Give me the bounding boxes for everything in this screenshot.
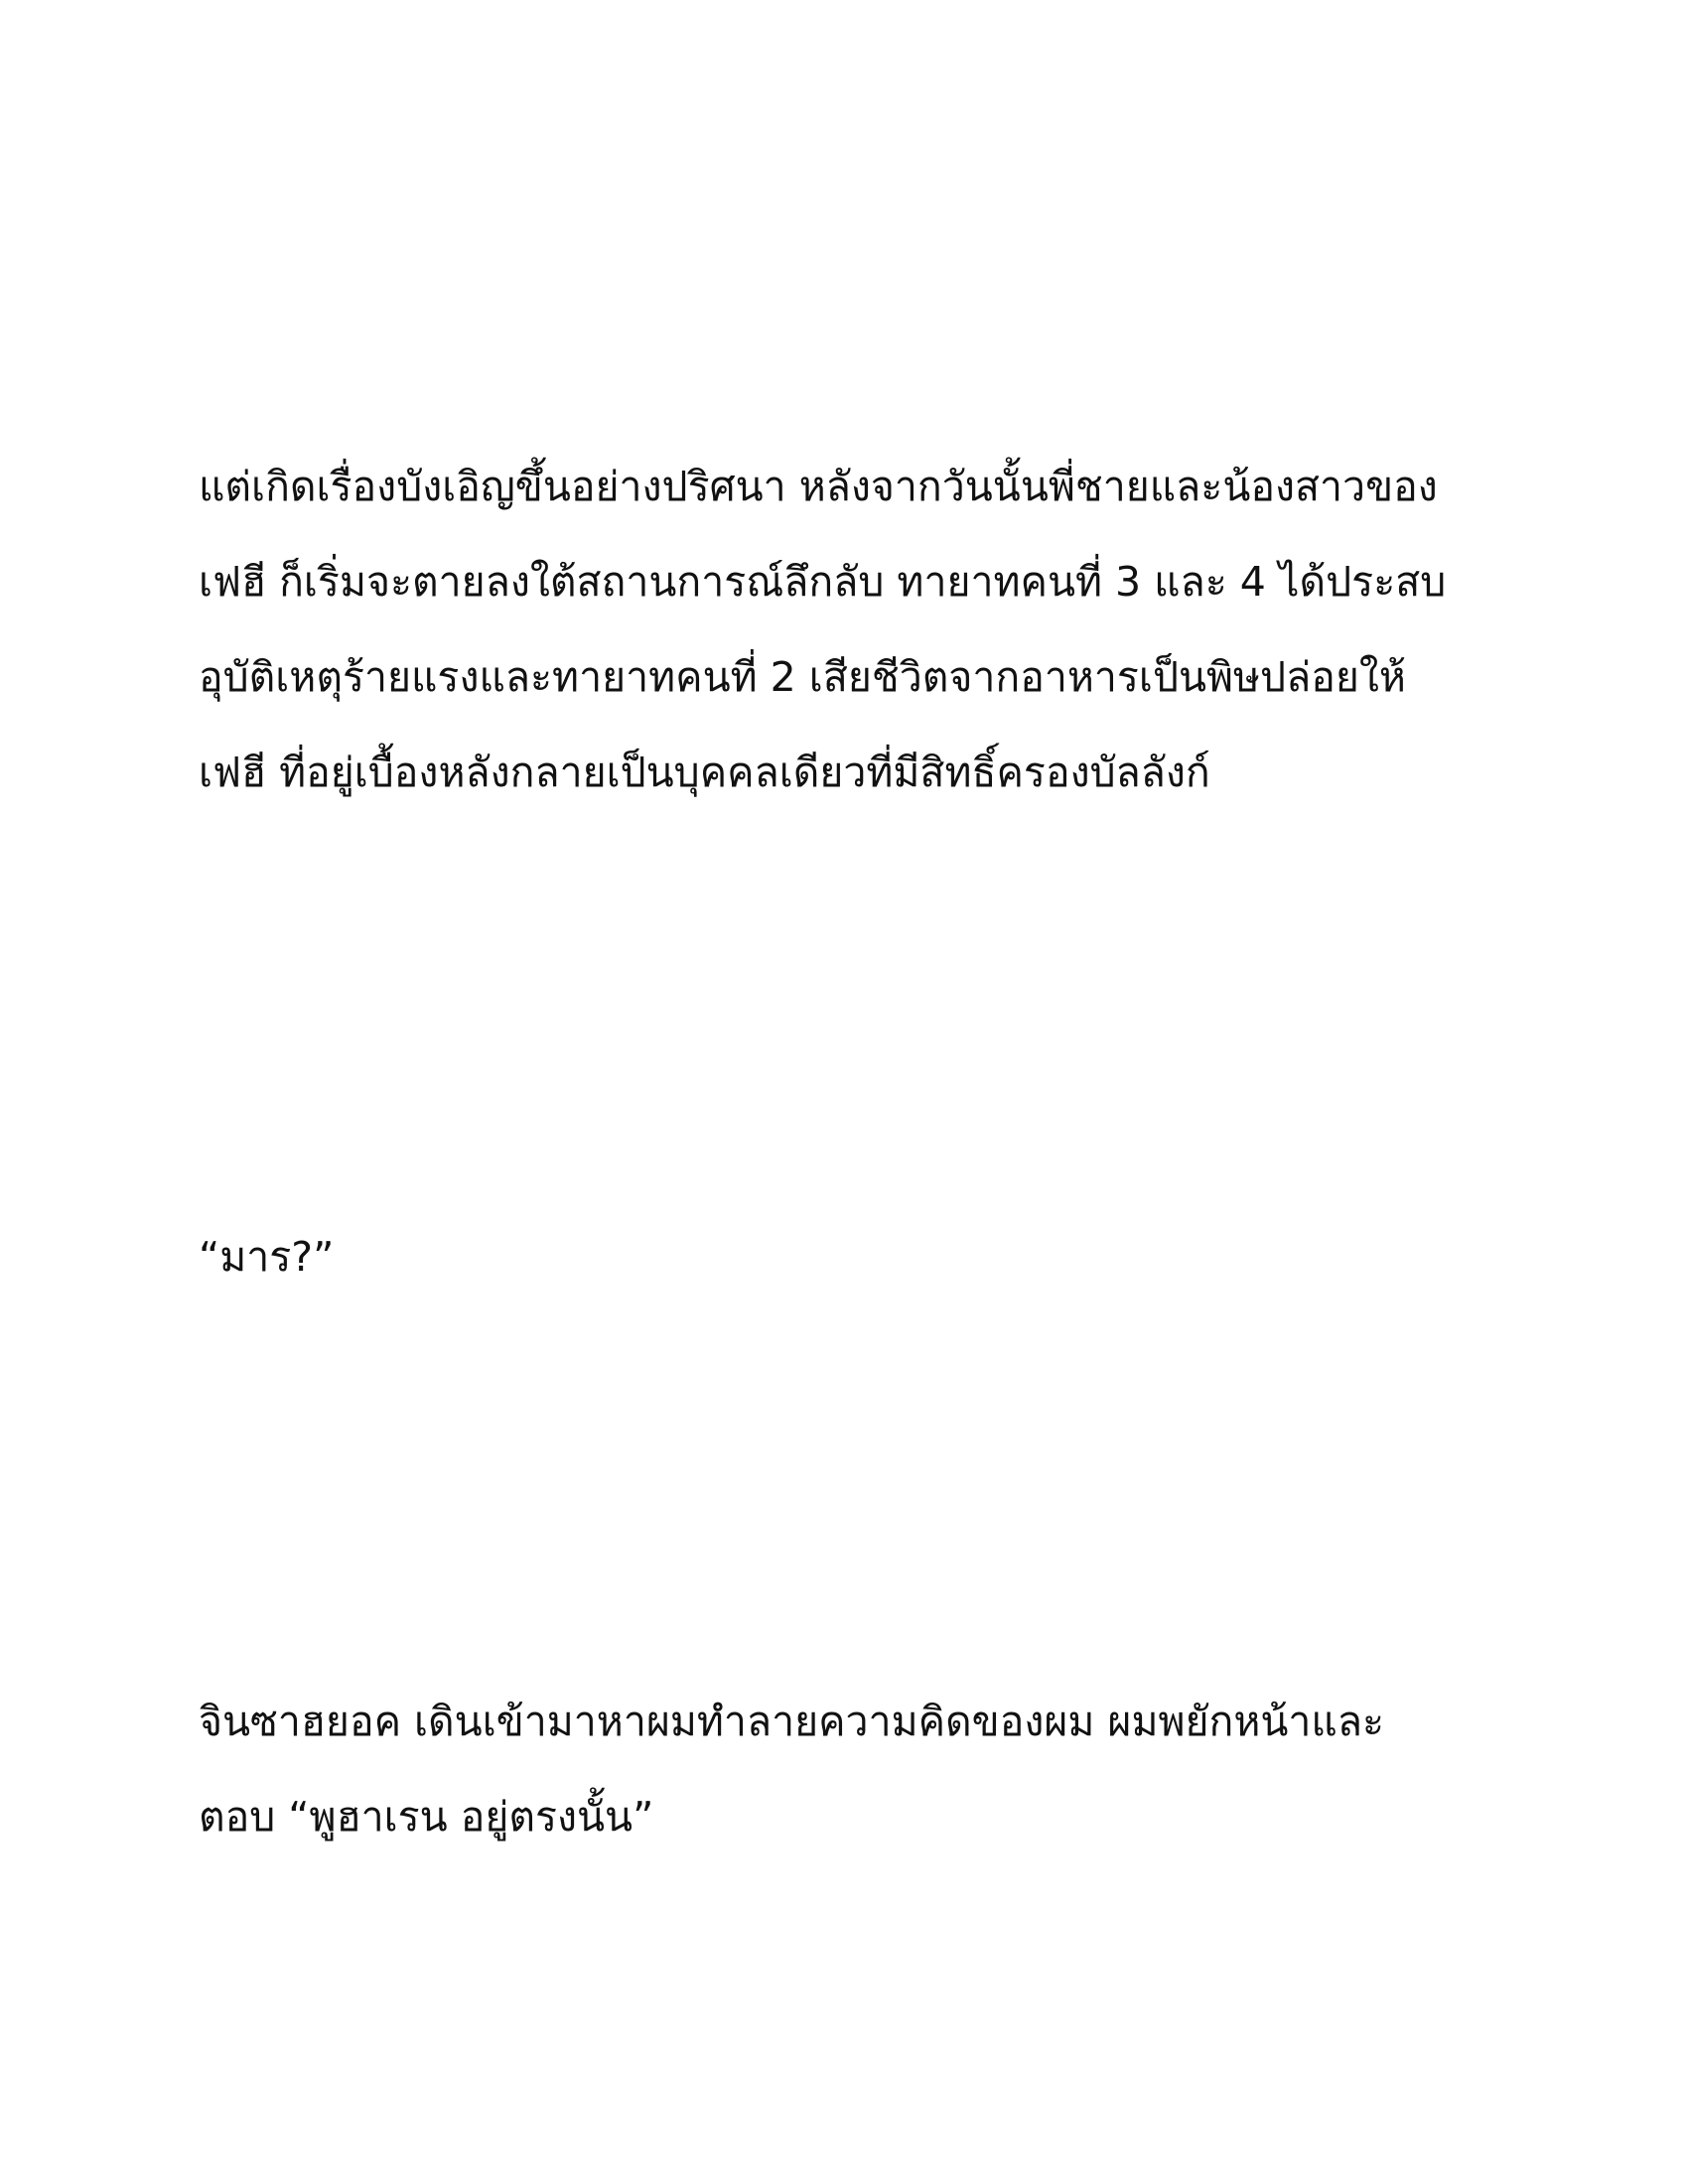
text-line: แต่เกิดเรื่องบังเอิญขึ้นอย่างปริศนา หลังจากวันนั้นพี่ชายและน้องสาวของ [199,463,1438,510]
text-line: เฟฮี ที่อยู่เบื้องหลังกลายเป็นบุคคลเดียวที่มีสิทธิ์ครองบัลลังก์ [199,749,1210,796]
paragraph-dialogue [199,1209,334,1304]
text-line: เฟฮี ก็เริ่มจะตายลงใต้สถานการณ์ลึกลับ ทายาทคนที่ 3 และ 4 ได้ประสบ [199,558,1447,606]
paragraph-narration [199,439,1446,820]
text-line: “มาร?” [199,1233,335,1281]
paragraph-narration-dialogue [199,1674,1384,1864]
text-line: อุบัติเหตุร้ายแรงและทายาทคนที่ 2 เสียชีวิตจากอาหารเป็นพิษปล่อยให้ [199,653,1406,701]
text-line: ตอบ “พูฮาเรน อยู่ตรงนั้น” [199,1793,654,1841]
text-line: จินซาฮยอค เดินเข้ามาหาผมทำลายความคิดของผม ผมพยักหน้าและ [199,1698,1385,1745]
